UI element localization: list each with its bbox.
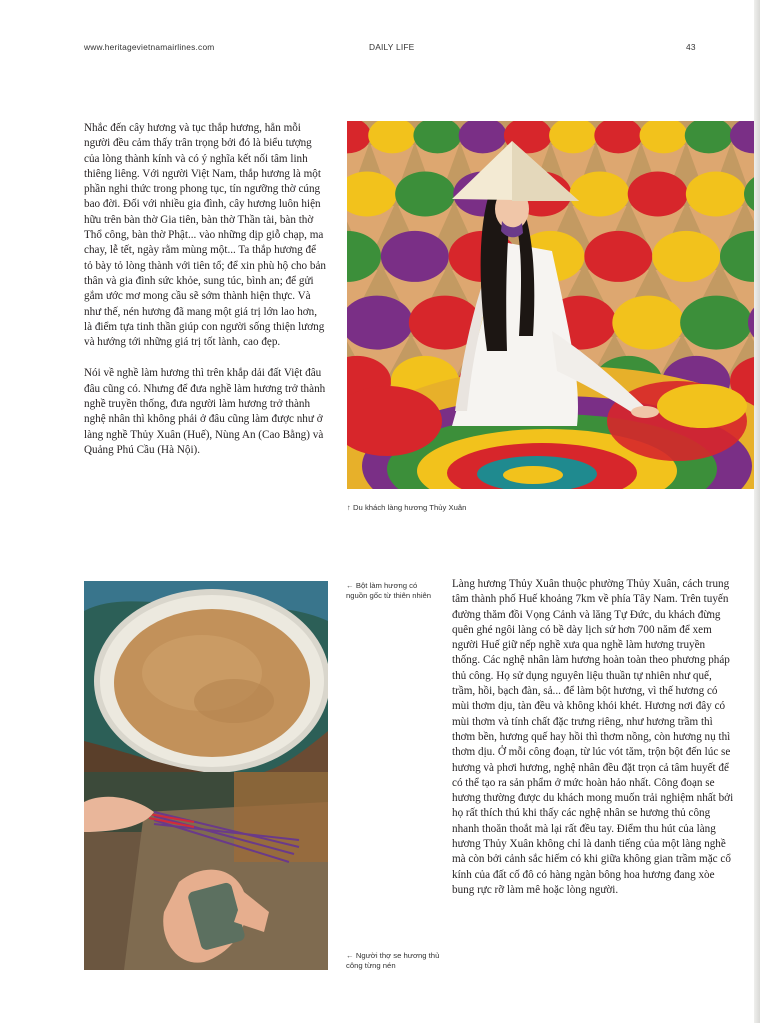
article-paragraph-3: Làng hương Thủy Xuân thuộc phường Thủy Xuân, cách trung tâm thành phố Huế khoảng 7km về phía Tây Nam. Trên tuyến đường thăm đồi Vọng Cảnh và lăng Tự Đức, du khách đừng quên ghé ngôi làng có bề dày lịch sử hơn 700 năm để xem người Huế giữ nếp nghề xưa qua nghề làm hương truyền thống. Các nghệ nhân làm hương hoàn toàn theo phương pháp thủ công. Họ sử dụng nguyên liệu thuần tự nhiên như quế, trầm, hồi, bạch đàn, sả... để làm bột hương, vì thế hương có mùi thơm dịu, tàn đều và không khói khét. Hương nơi đây có mùi thơm và tính chất đặc trưng riêng, như hương trầm thì thơm bền, hương quế hay hồi thì thơm nồng, còn hương nụ thì thơm dịu. Ở mỗi công đoạn, từ lúc vót tăm, trộn bột đến lúc se hương và phơi hương, nghệ nhân đều đặt trọn cả tâm huyết để có thể tạo ra sản phẩm ở mức hoàn hảo nhất. Công đoạn se hương thường được du khách mong muốn trải nghiệm nhất bởi họ rất thích thú khi thấy các nghệ nhân se hương thủ công nhanh thoăn thoắt mà lại rất đều tay. Điểm thu hút của làng hương Thủy Xuân không chỉ là danh tiếng của một làng nghề mà còn bởi cảnh sắc hiếm có khi giữa không gian trầm mặc cổ kính của đất cố đô có hàng ngàn bông hoa hương đang xòe bung rực rỡ làm mê hoặc lòng người. (452, 578, 734, 896)
incense-bundle-head (652, 231, 720, 282)
incense-bundle-head (628, 172, 688, 217)
caption-powder-photo: ← Bột làm hương có nguồn gốc từ thiên nhiên (346, 581, 432, 600)
header-url: www.heritagevietnamairlines.com (84, 42, 215, 52)
header-page-number: 43 (686, 42, 696, 52)
header-section-title: DAILY LIFE (369, 42, 415, 52)
article-paragraph-1: Nhắc đến cây hương và tục thắp hương, hẳn mỗi người đều cảm thấy trân trọng bởi đó là biểu tượng của lòng thành kính và có ý nghĩa kết nối tâm linh thiêng liêng. Với người Việt Nam, thắp hương là một phần nghi thức trong phong tục, tín ngưỡng thờ cúng bao đời. Đối với nhiều gia đình, cây hương luôn hiện hữu trên bàn thờ Gia tiên, bàn thờ Thần tài, bàn thờ Thổ công, bàn thờ Phật... vào những dịp giỗ chạp, ma chay, lễ tết, ngày rằm mùng một... Ta thắp hương để tỏ bày tỏ lòng thành với tiên tổ; để xin phù hộ cho bản thân và gia đình sức khỏe, sung túc, bình an; để gửi gắm ước mơ mong cầu sẽ sớm thành hiện thực. Và như thế, nén hương đã mang một giá trị lớn lao hơn, là điểm tựa tinh thần giúp con người sống thiện lương và hướng tới những giá trị tốt lành, cao đẹp. (84, 122, 326, 349)
photo-incense-rolling (84, 772, 328, 970)
article-column-right (452, 577, 736, 914)
caption-roller-photo: ← Người thợ se hương thủ công từng nén (346, 951, 440, 970)
caption-main-photo: ↑ Du khách làng hương Thủy Xuân (347, 503, 467, 512)
incense-bundle-head (570, 172, 630, 217)
article-paragraph-2: Nói về nghề làm hương thì trên khắp dải đất Việt đâu đâu cũng có. Nhưng để đưa nghề làm hương trở thành nghề truyền thống, đưa người làm hương trở thành nghệ nhân thì không phải ở đâu cũng làm được như ở làng nghề Thủy Xuân (Huế), Nùng An (Cao Bằng) và Quảng Phú Cầu (Hà Nội). (84, 367, 326, 456)
incense-bundle-head (584, 231, 652, 282)
photo-incense-powder (84, 581, 328, 772)
photo-incense-village-visitor (347, 121, 754, 489)
incense-bundle-head (680, 296, 752, 350)
incense-bundle-head (395, 172, 455, 217)
page-edge-shadow (754, 0, 760, 1023)
article-column-left (84, 121, 326, 474)
incense-bundle-head (612, 296, 684, 350)
incense-bundle-head (381, 231, 449, 282)
incense-bundle-head (686, 172, 746, 217)
